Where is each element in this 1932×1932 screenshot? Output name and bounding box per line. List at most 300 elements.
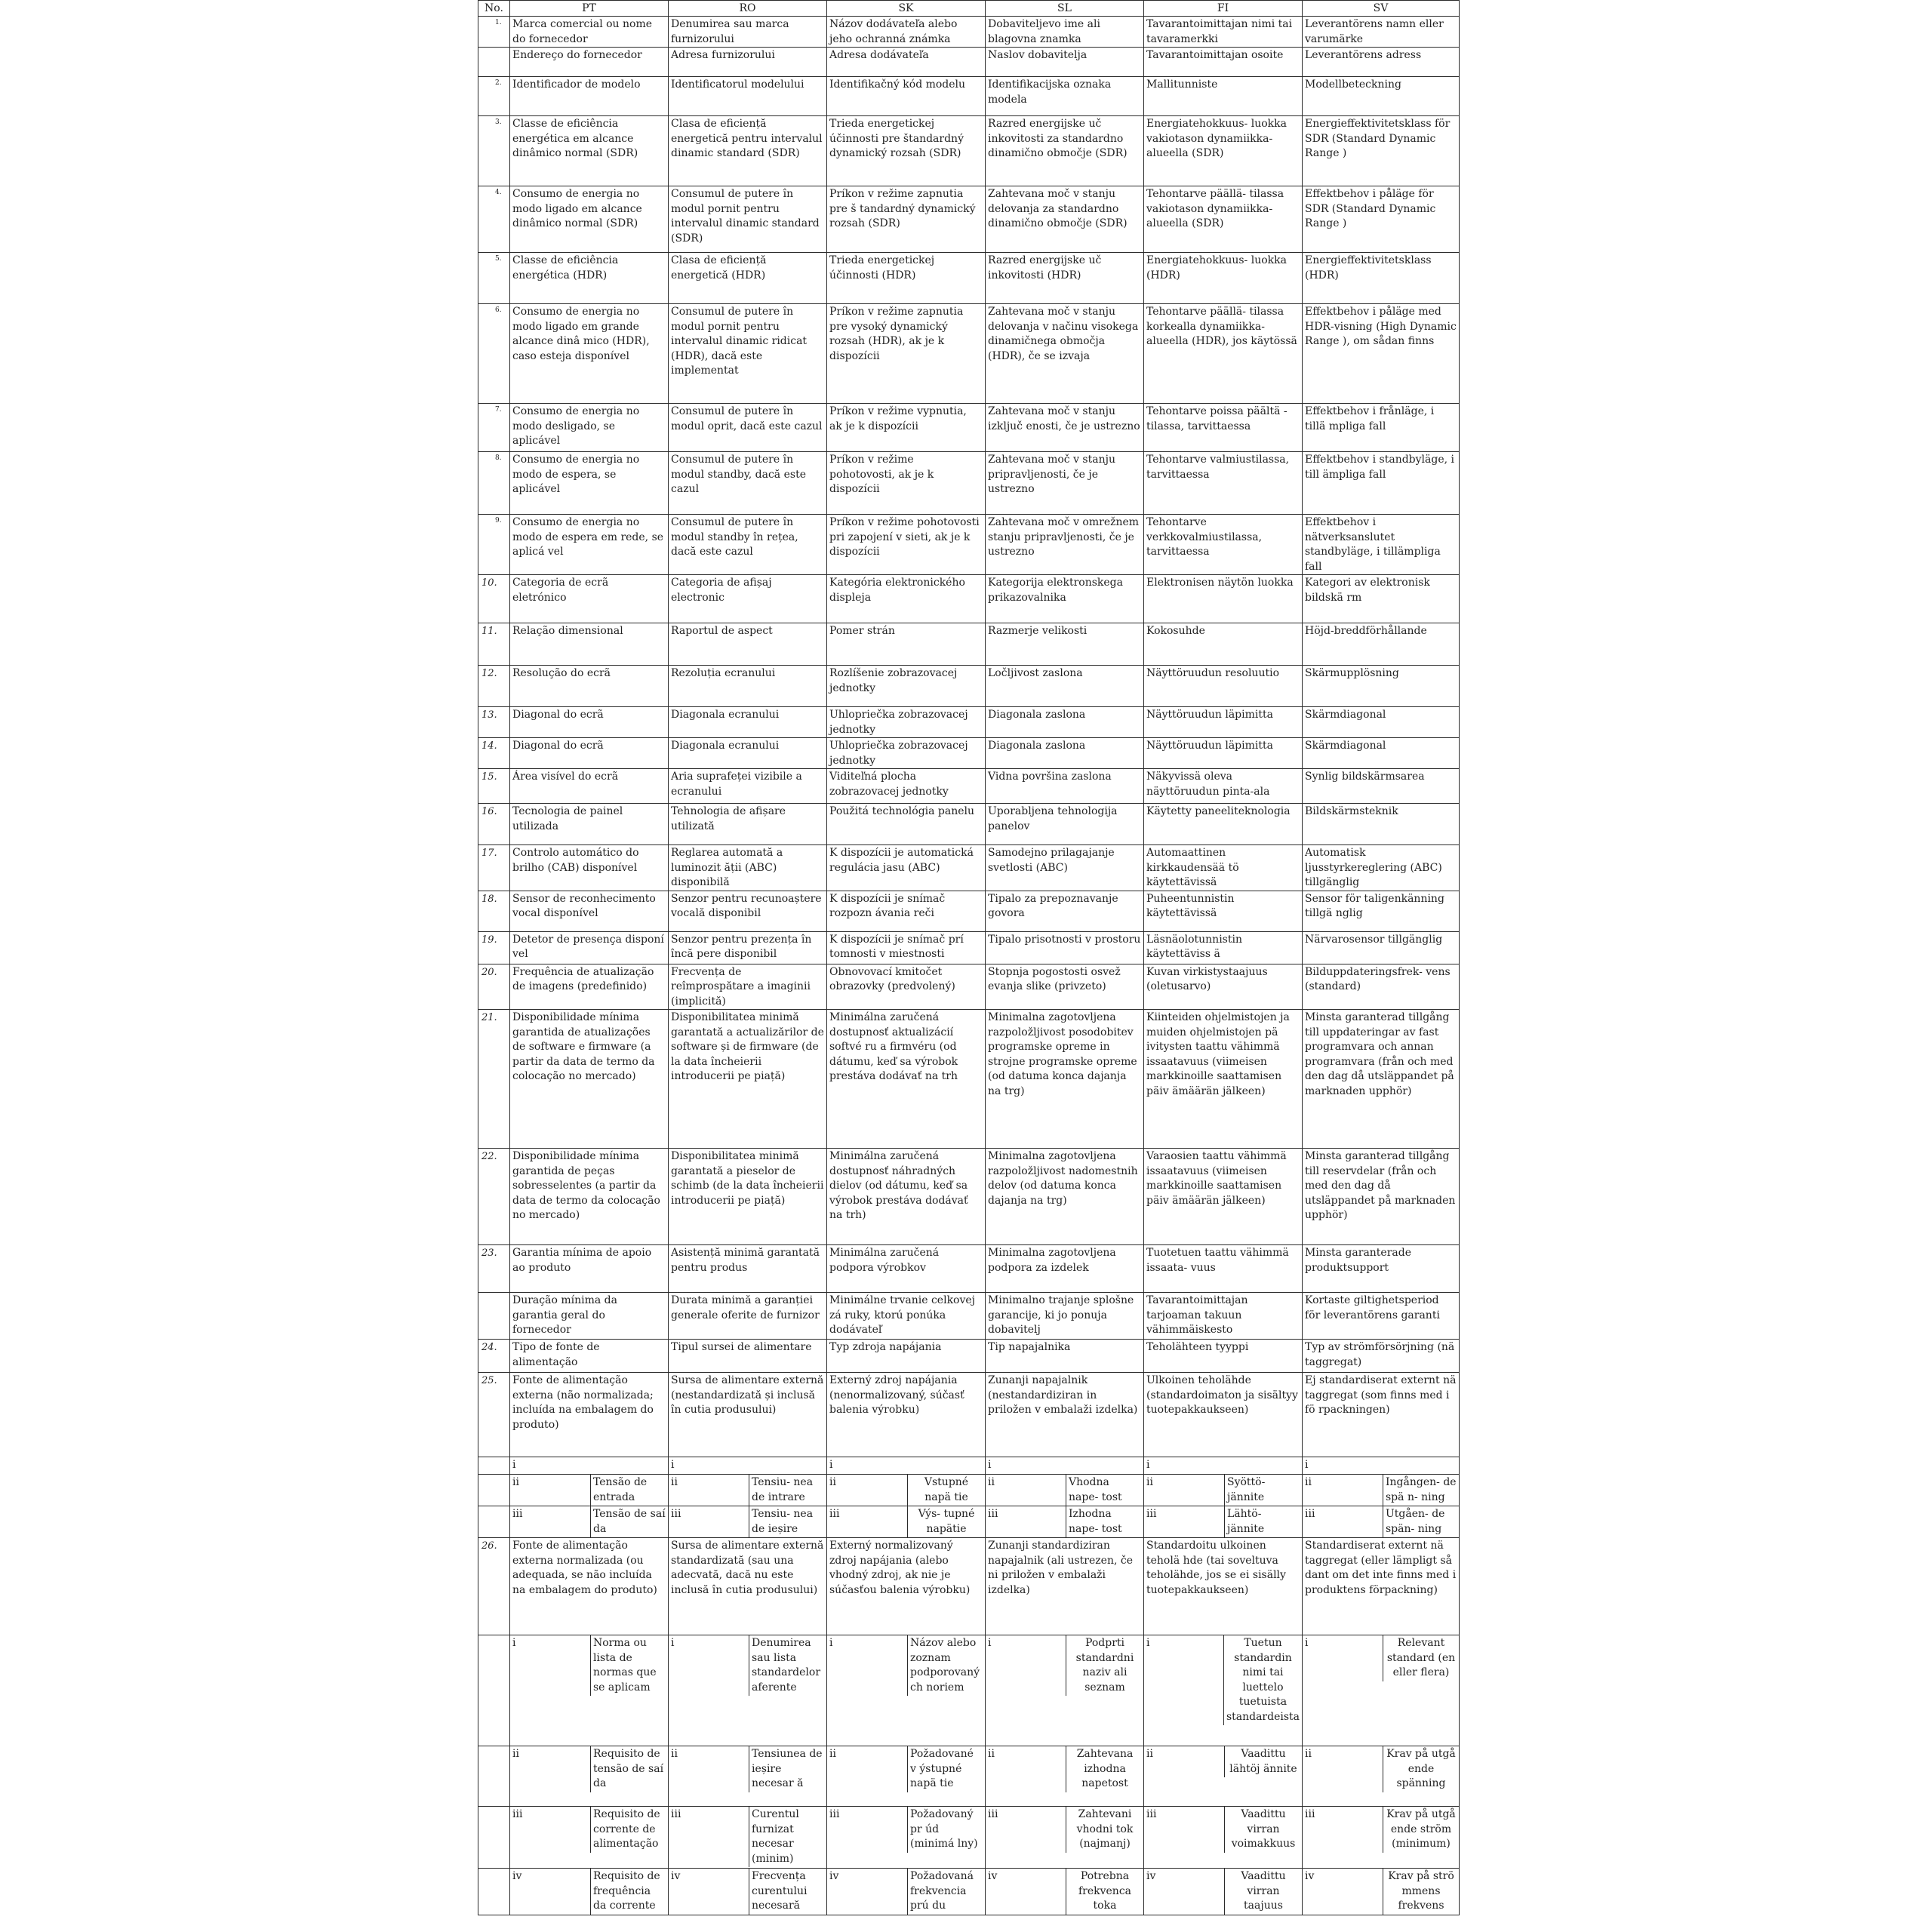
sub-cell bbox=[827, 1457, 986, 1475]
table-cell: Skärmdiagonal bbox=[1303, 707, 1460, 738]
table-cell: Pomer strán bbox=[827, 623, 986, 666]
row-number: 26. bbox=[478, 1538, 510, 1635]
sub-cell bbox=[669, 1457, 827, 1475]
sub-item-index: iv bbox=[1303, 1869, 1383, 1915]
table-row bbox=[478, 891, 1460, 931]
table-cell: Adresa dodávateľa bbox=[827, 48, 986, 77]
header-no: No. bbox=[478, 1, 510, 17]
table-cell: Skärmdiagonal bbox=[1303, 738, 1460, 769]
table-cell: Automaattinen kirkkaudensää tö käytettävissä bbox=[1144, 845, 1303, 891]
sub-cell bbox=[669, 1635, 827, 1746]
table-cell: Tuotetuen taattu vähimmä issaata- vuus bbox=[1144, 1245, 1303, 1293]
table-cell: Kortaste giltighetsperiod för leverantörens garanti bbox=[1303, 1293, 1460, 1340]
sub-item-label: Izhodna nape- tost bbox=[1069, 1508, 1122, 1535]
sub-item-label bbox=[1066, 1457, 1143, 1474]
table-cell: Puheentunnistin käytettävissä bbox=[1144, 891, 1303, 931]
table-cell: Tehontarve päällä- tilassa vakiotason dynamiikka- alueella (SDR) bbox=[1144, 186, 1303, 253]
sub-item-label: Relevant standard (en eller flera) bbox=[1386, 1637, 1456, 1678]
table-cell: Použitá technológia panelu bbox=[827, 804, 986, 845]
table-row bbox=[478, 515, 1460, 575]
sub-cell bbox=[1303, 1457, 1460, 1475]
table-cell: Typ av strömförsörjning (nä taggregat) bbox=[1303, 1340, 1460, 1373]
table-cell: Näyttöruudun läpimitta bbox=[1144, 738, 1303, 769]
table-cell: Minimalna zagotovljena podpora za izdelek bbox=[986, 1245, 1144, 1293]
sub-row bbox=[478, 1869, 1460, 1915]
table-cell: Ločljivost zaslona bbox=[986, 666, 1144, 707]
table-cell: Trieda energetickej účinnosti pre štandardný dynamický rozsah (SDR) bbox=[827, 116, 986, 186]
sub-item-label: Tuetun standardin nimi tai luettelo tuetuista standardeista bbox=[1226, 1637, 1300, 1723]
table-row bbox=[478, 48, 1460, 77]
sub-item-label: Curentul furnizat necesar (minim) bbox=[752, 1808, 799, 1865]
table-cell: Razred energijske uč inkovitosti za standardno dinamično območje (SDR) bbox=[986, 116, 1144, 186]
table-cell: Kuvan virkistystaajuus (oletusarvo) bbox=[1144, 964, 1303, 1010]
table-cell: Zahtevana moč v stanju delovanja za standardno dinamično območje (SDR) bbox=[986, 186, 1144, 253]
sub-item-label: Requisito de frequência da corrente bbox=[593, 1870, 660, 1912]
row-number: 23. bbox=[478, 1245, 510, 1293]
table-cell: Energieffektivitetsklass för SDR (Standard Dynamic Range ) bbox=[1303, 116, 1460, 186]
table-cell: Durata minimă a garanției generale oferite de furnizor bbox=[669, 1293, 827, 1340]
sub-cell bbox=[669, 1506, 827, 1538]
table-cell: Consumul de putere în modul pornit pentru intervalul dinamic standard (SDR) bbox=[669, 186, 827, 253]
table-row bbox=[478, 116, 1460, 186]
sub-item-index: i bbox=[671, 1459, 675, 1471]
table-cell: Effektbehov i påläge med HDR-visning (High Dynamic Range ), om sådan finns bbox=[1303, 304, 1460, 404]
table-cell: Classe de eficiência energética em alcance dinâmico normal (SDR) bbox=[510, 116, 669, 186]
table-cell: Detetor de presença disponí vel bbox=[510, 931, 669, 964]
table-cell: Viditeľná plocha zobrazovacej jednotky bbox=[827, 769, 986, 804]
table-cell: Relação dimensional bbox=[510, 623, 669, 666]
header-fi: FI bbox=[1144, 1, 1303, 17]
table-cell: Ej standardiserat externt nä taggregat (som finns med i fö rpackningen) bbox=[1303, 1373, 1460, 1457]
sub-item-label bbox=[1383, 1457, 1459, 1474]
sub-item-label: Zahtevana izhodna napetost bbox=[1076, 1748, 1134, 1789]
table-cell: Tehontarve verkkovalmiustilassa, tarvittaessa bbox=[1144, 515, 1303, 575]
table-cell: Uhlopriečka zobrazovacej jednotky bbox=[827, 707, 986, 738]
sub-item-label: Krav på strö mmens frekvens bbox=[1388, 1870, 1454, 1912]
row-number bbox=[478, 48, 510, 77]
header-pt: PT bbox=[510, 1, 669, 17]
table-cell: Denumirea sau marca furnizorului bbox=[669, 17, 827, 48]
table-cell: K dispozícii je snímač prí tomnosti v miestnosti bbox=[827, 931, 986, 964]
table-cell: Tehontarve päällä- tilassa korkealla dynamiikka-alueella (HDR), jos käytössä bbox=[1144, 304, 1303, 404]
sub-row bbox=[478, 1635, 1460, 1746]
table-cell: Näkyvissä oleva näyttöruudun pinta-ala bbox=[1144, 769, 1303, 804]
table-cell: Zunanji napajalnik (nestandardiziran in priložen v embalaži izdelka) bbox=[986, 1373, 1144, 1457]
table-cell: Minimálna zaručená dostupnosť náhradných dielov (od dátumu, keď sa výrobok prestáva dodávať na trh) bbox=[827, 1149, 986, 1245]
table-cell: Tehontarve valmiustilassa, tarvittaessa bbox=[1144, 452, 1303, 515]
row-number bbox=[478, 1457, 510, 1475]
table-cell: Minimalna zagotovljena razpoložljivost nadomestnih delov (od datuma konca dajanja na trg) bbox=[986, 1149, 1144, 1245]
table-cell: Minsta garanterade produktsupport bbox=[1303, 1245, 1460, 1293]
sub-item-index: ii bbox=[827, 1746, 908, 1792]
sub-cell bbox=[1144, 1635, 1303, 1746]
row-number: 12. bbox=[478, 666, 510, 707]
sub-item-label: Ingången- de spä n- ning bbox=[1386, 1476, 1457, 1503]
sub-item-label: Krav på utgå ende spänning bbox=[1386, 1748, 1456, 1789]
row-number: 2. bbox=[478, 77, 510, 116]
row-number: 24. bbox=[478, 1340, 510, 1373]
table-cell: Kiinteiden ohjelmistojen ja muiden ohjelmistojen pä ivitysten taattu vähimmä issaatavuus (viimeisen markkinoille saattamisen päiv ämäärän jälkeen) bbox=[1144, 1010, 1303, 1149]
table-cell: Garantia mínima de apoio ao produto bbox=[510, 1245, 669, 1293]
table-cell: Disponibilitatea minimă garantată a pieselor de schimb (de la data încheierii introducerii pe piață) bbox=[669, 1149, 827, 1245]
sub-item-index: i bbox=[510, 1635, 591, 1696]
table-row bbox=[478, 769, 1460, 804]
sub-item-index: iii bbox=[669, 1807, 749, 1867]
table-row bbox=[478, 931, 1460, 964]
table-cell: Vidna površina zaslona bbox=[986, 769, 1144, 804]
sub-item-index: iii bbox=[510, 1807, 591, 1853]
table-cell: Príkon v režime vypnutia, ak je k dispozícii bbox=[827, 404, 986, 452]
row-number: 11. bbox=[478, 623, 510, 666]
table-cell: Trieda energetickej účinnosti (HDR) bbox=[827, 253, 986, 304]
table-cell: Tipalo prisotnosti v prostoru bbox=[986, 931, 1144, 964]
row-number: 19. bbox=[478, 931, 510, 964]
table-cell: Samodejno prilagajanje svetlosti (ABC) bbox=[986, 845, 1144, 891]
sub-item-index: ii bbox=[1144, 1746, 1225, 1777]
sub-item-index: iv bbox=[510, 1869, 591, 1915]
table-row bbox=[478, 1245, 1460, 1293]
table-cell: Razred energijske uč inkovitosti (HDR) bbox=[986, 253, 1144, 304]
table-cell: Aria suprafeței vizibile a ecranului bbox=[669, 769, 827, 804]
table-cell: Diagonal do ecrã bbox=[510, 738, 669, 769]
table-cell: Stopnja pogostosti osvež evanja slike (privzeto) bbox=[986, 964, 1144, 1010]
table-cell: Controlo automático do brilho (CAB) disponível bbox=[510, 845, 669, 891]
sub-cell bbox=[1303, 1635, 1460, 1746]
sub-cell bbox=[1144, 1475, 1303, 1506]
table-header bbox=[478, 1, 1460, 17]
table-cell: Fonte de alimentação externa normalizada (ou adequada, se não incluída na embalagem do produto) bbox=[510, 1538, 669, 1635]
table-cell: Diagonala zaslona bbox=[986, 738, 1144, 769]
sub-row bbox=[478, 1475, 1460, 1506]
row-number: 13. bbox=[478, 707, 510, 738]
table-cell: Sensor för taligenkänning tillgä nglig bbox=[1303, 891, 1460, 931]
sub-item-label: Krav på utgå ende ström (minimum) bbox=[1386, 1808, 1456, 1850]
sub-item-label: Frecvența curentului necesară bbox=[752, 1870, 808, 1912]
table-cell: Príkon v režime zapnutia pre š tandardný dynamický rozsah (SDR) bbox=[827, 186, 986, 253]
sub-cell bbox=[1144, 1457, 1303, 1475]
table-cell: Ulkoinen teholähde (standardoimaton ja sisältyy tuotepakkaukseen) bbox=[1144, 1373, 1303, 1457]
sub-item-index: ii bbox=[1303, 1475, 1383, 1506]
sub-cell bbox=[1144, 1746, 1303, 1807]
sub-item-label: Požadovaný pr úd (minimá lny) bbox=[910, 1808, 978, 1850]
table-cell: Adresa furnizorului bbox=[669, 48, 827, 77]
table-cell: Consumo de energia no modo de espera, se aplicável bbox=[510, 452, 669, 515]
table-cell: Minsta garanterad tillgång till reservdelar (från och med den dag då utsläppandet på marknaden upphör) bbox=[1303, 1149, 1460, 1245]
sub-item-label: Requisito de corrente de alimentação bbox=[593, 1808, 660, 1850]
sub-item-label: Vhodna nape- tost bbox=[1069, 1476, 1122, 1503]
sub-cell bbox=[1144, 1807, 1303, 1869]
sub-cell bbox=[986, 1475, 1144, 1506]
table-cell: Consumo de energia no modo desligado, se aplicável bbox=[510, 404, 669, 452]
table-cell: Mallitunniste bbox=[1144, 77, 1303, 116]
table-cell: Tipo de fonte de alimentação bbox=[510, 1340, 669, 1373]
table-body bbox=[478, 17, 1460, 1915]
sub-item-label: Podprti standardni naziv ali seznam bbox=[1075, 1637, 1134, 1694]
table-cell: Disponibilidade mínima garantida de atualizações de software e firmware (a partir da data de termo da colocação no mercado) bbox=[510, 1010, 669, 1149]
table-cell: Identificador de modelo bbox=[510, 77, 669, 116]
sub-item-label bbox=[1224, 1457, 1302, 1474]
row-number bbox=[478, 1635, 510, 1746]
sub-cell bbox=[510, 1506, 669, 1538]
sub-item-index: ii bbox=[1144, 1475, 1225, 1506]
table-cell: Identificatorul modelului bbox=[669, 77, 827, 116]
sub-cell bbox=[1303, 1506, 1460, 1538]
table-row bbox=[478, 452, 1460, 515]
table-cell: Typ zdroja napájania bbox=[827, 1340, 986, 1373]
sub-item-index: iii bbox=[986, 1807, 1066, 1853]
header-sk: SK bbox=[827, 1, 986, 17]
sub-item-label: Denumirea sau lista standardelor aferente bbox=[752, 1637, 821, 1694]
sub-row bbox=[478, 1457, 1460, 1475]
table-cell: Externý zdroj napájania (nenormalizovaný, súčasť balenia výrobku) bbox=[827, 1373, 986, 1457]
table-cell: Zahtevana moč v omrežnem stanju pripravljenosti, če je ustrezno bbox=[986, 515, 1144, 575]
sub-item-index: i bbox=[1146, 1459, 1150, 1471]
table-row bbox=[478, 1010, 1460, 1149]
sub-item-index: iii bbox=[669, 1506, 749, 1537]
table-cell: Bilduppdateringsfrek- vens (standard) bbox=[1303, 964, 1460, 1010]
table-cell: Príkon v režime pohotovosti, ak je k dispozícii bbox=[827, 452, 986, 515]
table-cell: Minimalno trajanje splošne garancije, ki jo ponuja dobavitelj bbox=[986, 1293, 1144, 1340]
table-cell: Senzor pentru recunoaștere vocală disponibil bbox=[669, 891, 827, 931]
sub-item-label bbox=[590, 1457, 668, 1474]
table-cell: Tecnologia de painel utilizada bbox=[510, 804, 669, 845]
sub-cell bbox=[510, 1746, 669, 1807]
table-cell: Sursa de alimentare externă standardizată (sau una adecvată, dacă nu este inclusă în cutia produsului) bbox=[669, 1538, 827, 1635]
table-cell: Frecvența de reîmprospătare a imaginii (implicită) bbox=[669, 964, 827, 1010]
table-cell: Diagonal do ecrã bbox=[510, 707, 669, 738]
table-cell: Diagonala ecranului bbox=[669, 738, 827, 769]
sub-item-label: Potrebna frekvenca toka bbox=[1078, 1870, 1132, 1912]
table-cell: K dispozícii je snímač rozpozn ávania reči bbox=[827, 891, 986, 931]
sub-item-label: Syöttö- jännite bbox=[1227, 1476, 1266, 1503]
sub-item-index: ii bbox=[510, 1475, 591, 1506]
sub-item-index: i bbox=[829, 1459, 833, 1471]
table-row bbox=[478, 1149, 1460, 1245]
row-number: 7. bbox=[478, 404, 510, 452]
sub-item-index: ii bbox=[510, 1746, 591, 1792]
table-cell: Diagonala ecranului bbox=[669, 707, 827, 738]
table-cell: Tip napajalnika bbox=[986, 1340, 1144, 1373]
table-cell: Consumul de putere în modul oprit, dacă este cazul bbox=[669, 404, 827, 452]
table-cell: Kategori av elektronisk bildskä rm bbox=[1303, 575, 1460, 623]
sub-cell bbox=[827, 1506, 986, 1538]
sub-item-index: iv bbox=[1144, 1869, 1225, 1915]
sub-cell bbox=[669, 1869, 827, 1915]
table-cell: Disponibilitatea minimă garantată a actualizărilor de software și de firmware (de la data încheierii introducerii pe piață) bbox=[669, 1010, 827, 1149]
table-cell: Tipul sursei de alimentare bbox=[669, 1340, 827, 1373]
table-cell: Minimálne trvanie celkovej zá ruky, ktorú ponúka dodávateľ bbox=[827, 1293, 986, 1340]
sub-cell bbox=[986, 1635, 1144, 1746]
row-number bbox=[478, 1869, 510, 1915]
table-row bbox=[478, 1538, 1460, 1635]
table-cell: Consumo de energia no modo ligado em grande alcance dinâ mico (HDR), caso esteja disponível bbox=[510, 304, 669, 404]
row-number: 6. bbox=[478, 304, 510, 404]
row-number: 5. bbox=[478, 253, 510, 304]
sub-cell bbox=[669, 1746, 827, 1807]
table-cell: Dobaviteljevo ime ali blagovna znamka bbox=[986, 17, 1144, 48]
sub-item-label bbox=[907, 1457, 985, 1474]
table-cell: Tavarantoimittajan osoite bbox=[1144, 48, 1303, 77]
table-cell: Minimálna zaručená podpora výrobkov bbox=[827, 1245, 986, 1293]
table-cell: Externý normalizovaný zdroj napájania (alebo vhodný zdroj, ak nie je súčasťou balenia výrobku) bbox=[827, 1538, 986, 1635]
table-row bbox=[478, 1340, 1460, 1373]
table-cell: Energiatehokkuus- luokka (HDR) bbox=[1144, 253, 1303, 304]
row-number: 15. bbox=[478, 769, 510, 804]
table-cell: Elektronisen näytön luokka bbox=[1144, 575, 1303, 623]
table-cell: Naslov dobavitelja bbox=[986, 48, 1144, 77]
table-cell: Effektbehov i frånläge, i tillä mpliga fall bbox=[1303, 404, 1460, 452]
row-number bbox=[478, 1746, 510, 1807]
row-number: 22. bbox=[478, 1149, 510, 1245]
sub-cell bbox=[510, 1869, 669, 1915]
table-cell: Tavarantoimittajan nimi tai tavaramerkki bbox=[1144, 17, 1303, 48]
table-cell: Obnovovací kmitočet obrazovky (predvolený) bbox=[827, 964, 986, 1010]
table-row bbox=[478, 77, 1460, 116]
sub-item-label: Názov alebo zoznam podporovaný ch noriem bbox=[910, 1637, 980, 1694]
header-ro: RO bbox=[669, 1, 827, 17]
table-cell: Razmerje velikosti bbox=[986, 623, 1144, 666]
sub-cell bbox=[827, 1746, 986, 1807]
table-row bbox=[478, 304, 1460, 404]
sub-item-label: Tensiu- nea de ieșire bbox=[752, 1508, 814, 1535]
row-number: 9. bbox=[478, 515, 510, 575]
table-cell: Kategorija elektronskega prikazovalnika bbox=[986, 575, 1144, 623]
sub-cell bbox=[986, 1457, 1144, 1475]
table-cell: Uporabljena tehnologija panelov bbox=[986, 804, 1144, 845]
table-cell: Disponibilidade mínima garantida de peças sobresselentes (a partir da data de termo da colocação no mercado) bbox=[510, 1149, 669, 1245]
table-cell: Categoria de ecrã eletrónico bbox=[510, 575, 669, 623]
sub-item-index: iii bbox=[1144, 1807, 1225, 1853]
row-number: 21. bbox=[478, 1010, 510, 1149]
table-row bbox=[478, 964, 1460, 1010]
row-number bbox=[478, 1807, 510, 1869]
sub-cell bbox=[827, 1869, 986, 1915]
table-row bbox=[478, 1293, 1460, 1340]
row-number: 18. bbox=[478, 891, 510, 931]
sub-item-label: Tensão de entrada bbox=[593, 1476, 648, 1503]
row-number: 16. bbox=[478, 804, 510, 845]
table-cell: Höjd-breddförhållande bbox=[1303, 623, 1460, 666]
row-number: 3. bbox=[478, 116, 510, 186]
table-cell: Rezoluția ecranului bbox=[669, 666, 827, 707]
table-cell: Minsta garanterad tillgång till uppdateringar av fast programvara och annan programvara (från och med den dag då utsläppandet på marknaden upphör) bbox=[1303, 1010, 1460, 1149]
header-sl: SL bbox=[986, 1, 1144, 17]
table-cell: Effektbehov i standbyläge, i till ämpliga fall bbox=[1303, 452, 1460, 515]
table-cell: Energieffektivitetsklass (HDR) bbox=[1303, 253, 1460, 304]
sub-item-index: i bbox=[512, 1459, 516, 1471]
table-cell: Leverantörens adress bbox=[1303, 48, 1460, 77]
table-row bbox=[478, 186, 1460, 253]
table-cell: Raportul de aspect bbox=[669, 623, 827, 666]
table-row bbox=[478, 845, 1460, 891]
table-cell: Synlig bildskärmsarea bbox=[1303, 769, 1460, 804]
table-cell: Clasa de eficiență energetică (HDR) bbox=[669, 253, 827, 304]
table-cell: Sursa de alimentare externă (nestandardizată și inclusă în cutia produsului) bbox=[669, 1373, 827, 1457]
table-cell: Minimálna zaručená dostupnosť aktualizácií softvé ru a firmvéru (od dátumu, keď sa výrobok prestáva dodávať na trh bbox=[827, 1010, 986, 1149]
sub-cell bbox=[669, 1475, 827, 1506]
table-cell: Näyttöruudun resoluutio bbox=[1144, 666, 1303, 707]
sub-item-index: iii bbox=[1303, 1807, 1383, 1853]
table-cell: Zahtevana moč v stanju pripravljenosti, če je ustrezno bbox=[986, 452, 1144, 515]
sub-item-label: Vaadittu virran voimakkuus bbox=[1231, 1808, 1296, 1850]
sub-cell bbox=[1303, 1869, 1460, 1915]
table-row bbox=[478, 253, 1460, 304]
sub-item-index: iii bbox=[510, 1506, 591, 1537]
table-cell: K dispozícii je automatická regulácia jasu (ABC) bbox=[827, 845, 986, 891]
table-row bbox=[478, 623, 1460, 666]
table-row bbox=[478, 1373, 1460, 1457]
table-cell: Modellbeteckning bbox=[1303, 77, 1460, 116]
sub-item-index: ii bbox=[669, 1475, 749, 1506]
sub-cell bbox=[1303, 1746, 1460, 1807]
row-number bbox=[478, 1475, 510, 1506]
table-cell: Zahtevana moč v stanju izključ enosti, če je ustrezno bbox=[986, 404, 1144, 452]
table-cell: Názov dodávateľa alebo jeho ochranná známka bbox=[827, 17, 986, 48]
row-number: 8. bbox=[478, 452, 510, 515]
table-cell: Consumul de putere în modul standby, dacă este cazul bbox=[669, 452, 827, 515]
sub-item-label: Tensão de saí da bbox=[593, 1508, 666, 1535]
sub-item-index: i bbox=[1305, 1459, 1309, 1471]
table-cell: Skärmupplösning bbox=[1303, 666, 1460, 707]
header-sv: SV bbox=[1303, 1, 1460, 17]
table-cell: Classe de eficiência energética (HDR) bbox=[510, 253, 669, 304]
table-cell: Standardiserat externt nä taggregat (eller lämpligt så dant om det inte finns med i produktens förpackning) bbox=[1303, 1538, 1460, 1635]
table-cell: Energiatehokkuus- luokka vakiotason dynamiikka- alueella (SDR) bbox=[1144, 116, 1303, 186]
table-cell: Categoria de afișaj electronic bbox=[669, 575, 827, 623]
table-cell: Tehnologia de afișare utilizată bbox=[669, 804, 827, 845]
sub-cell bbox=[1303, 1807, 1460, 1869]
sub-item-index: i bbox=[1144, 1635, 1224, 1725]
table-cell: Príkon v režime pohotovosti pri zapojení v sieti, ak je k dispozícii bbox=[827, 515, 986, 575]
table-cell: Bildskärmsteknik bbox=[1303, 804, 1460, 845]
sub-item-index: i bbox=[669, 1635, 749, 1696]
sub-cell bbox=[827, 1635, 986, 1746]
sub-item-label: Vaadittu lähtöj ännite bbox=[1229, 1748, 1297, 1775]
sub-item-index: iv bbox=[827, 1869, 908, 1915]
table-cell: Effektbehov i nätverksanslutet standbyläge, i tillämpliga fall bbox=[1303, 515, 1460, 575]
table-row bbox=[478, 404, 1460, 452]
row-number bbox=[478, 1506, 510, 1538]
table-cell: Diagonala zaslona bbox=[986, 707, 1144, 738]
sub-item-index: ii bbox=[986, 1475, 1066, 1506]
table-cell: Varaosien taattu vähimmä issaatavuus (viimeisen markkinoille saattamisen päiv ämäärän jälkeen) bbox=[1144, 1149, 1303, 1245]
table-cell: Sensor de reconhecimento vocal disponível bbox=[510, 891, 669, 931]
sub-item-label bbox=[749, 1457, 826, 1474]
sub-cell bbox=[827, 1475, 986, 1506]
sub-item-index: i bbox=[1303, 1635, 1383, 1681]
sub-cell bbox=[827, 1807, 986, 1869]
table-cell: Kokosuhde bbox=[1144, 623, 1303, 666]
sub-item-index: ii bbox=[827, 1475, 908, 1506]
table-cell: Näyttöruudun läpimitta bbox=[1144, 707, 1303, 738]
sub-cell bbox=[1303, 1475, 1460, 1506]
sub-cell bbox=[1144, 1869, 1303, 1915]
sub-row bbox=[478, 1506, 1460, 1538]
table-cell: Clasa de eficiență energetică pentru intervalul dinamic standard (SDR) bbox=[669, 116, 827, 186]
sub-item-index: iii bbox=[1303, 1506, 1383, 1537]
table-cell: Rozlíšenie zobrazovacej jednotky bbox=[827, 666, 986, 707]
sub-item-label: Tensiunea de ieșire necesar ă bbox=[752, 1748, 823, 1789]
row-number: 17. bbox=[478, 845, 510, 891]
row-number: 14. bbox=[478, 738, 510, 769]
sub-item-label: Norma ou lista de normas que se aplicam bbox=[593, 1637, 657, 1694]
sub-item-label: Požadované v ýstupné napä tie bbox=[910, 1748, 974, 1789]
sub-item-index: ii bbox=[986, 1746, 1066, 1792]
sub-item-label: Zahtevani vhodni tok (najmanj) bbox=[1076, 1808, 1134, 1850]
sub-cell bbox=[986, 1506, 1144, 1538]
document-page bbox=[478, 0, 1459, 1932]
sub-item-index: iv bbox=[986, 1869, 1066, 1915]
